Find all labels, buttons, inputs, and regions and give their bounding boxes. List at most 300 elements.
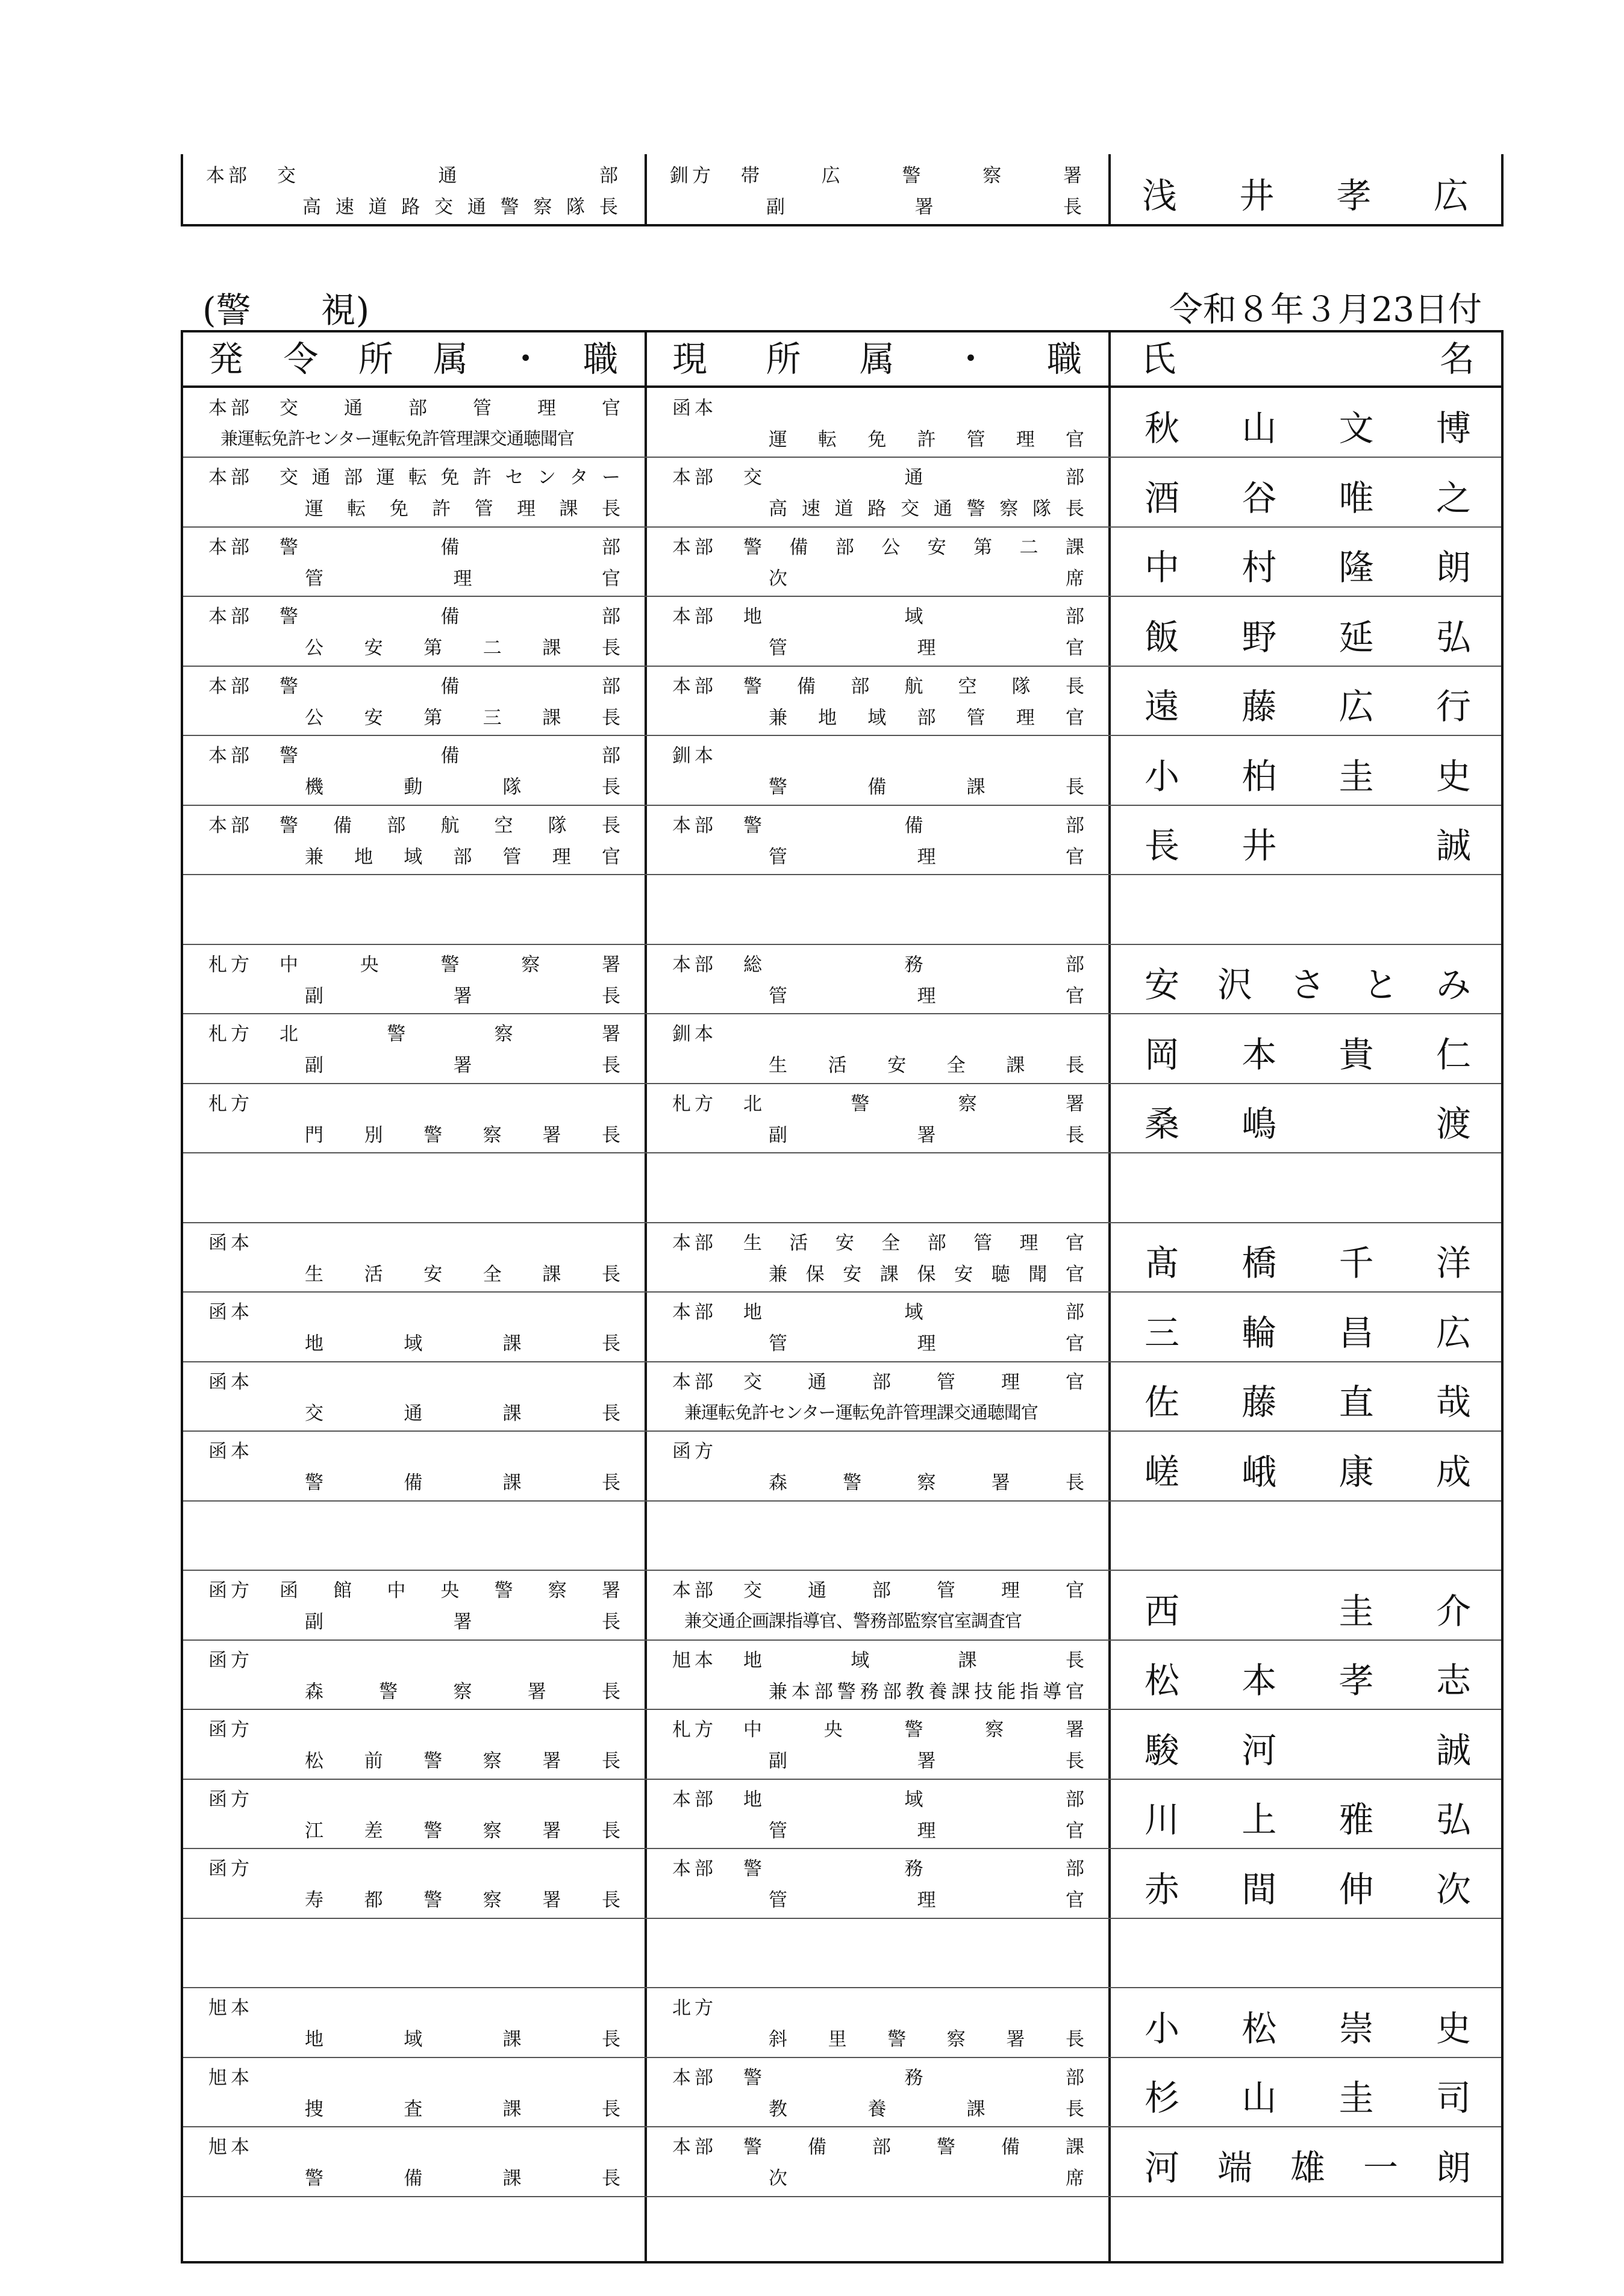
post-line-1 <box>672 1365 1084 1394</box>
post-line-2 <box>672 771 1084 800</box>
post-title: 兼 本 部 警 務 部 教 養 課 技 能 指 導 官 <box>769 1680 1084 1703</box>
office-prefix: 本部 <box>672 1858 717 1880</box>
post-title: 副 署 長 <box>305 1611 620 1633</box>
name-cell <box>1111 527 1501 596</box>
post-line-1 <box>672 1018 1084 1047</box>
post-title: 管 理 官 <box>305 567 620 590</box>
new-post-cell <box>183 1571 645 1639</box>
name-cell <box>1111 1849 1501 1918</box>
name-cell <box>1111 1084 1501 1152</box>
post-title: 警 務 部 <box>743 2067 1084 2089</box>
person-name: 駿 河 誠 <box>1145 1729 1471 1771</box>
post-title: 副 署 長 <box>305 985 620 1007</box>
current-post-cell <box>647 1293 1108 1361</box>
office-prefix: 北方 <box>672 1997 717 2019</box>
table-row <box>183 1432 1501 1502</box>
table-row <box>183 1293 1501 1362</box>
top-current-post <box>645 154 1106 224</box>
post-title: 管 理 官 <box>769 1889 1084 1911</box>
post-title: 警 備 部 <box>743 814 1084 837</box>
post-line-2 <box>672 2092 1084 2121</box>
post-line-1 <box>672 601 1084 629</box>
top-name <box>1108 154 1499 224</box>
post-title: 地 域 課 長 <box>305 2029 620 2050</box>
post-line-1 <box>208 1087 620 1116</box>
person-name: 桑 嶋 渡 <box>1145 1103 1471 1144</box>
post-title: 兼 地 域 部 管 理 官 <box>305 846 620 868</box>
current-post-cell <box>647 1223 1108 1291</box>
post-line-2 <box>208 2023 620 2052</box>
post-title: 生 活 安 全 課 長 <box>769 1055 1084 1076</box>
post-line-1 <box>208 2061 620 2090</box>
header-current-post: 現 所 属 ・ 職 <box>672 338 1082 379</box>
current-post-cell <box>647 458 1108 526</box>
office-prefix: 本部 <box>672 814 717 837</box>
table-row <box>183 458 1501 528</box>
name-cell <box>1111 1571 1501 1639</box>
new-post-cell <box>183 1432 645 1500</box>
post-title: 地 域 部 <box>743 1788 1084 1811</box>
post-title: 江 差 警 察 署 長 <box>305 1820 620 1842</box>
office-prefix: 本部 <box>208 536 253 558</box>
post-title: 兼 保 安 課 保 安 聴 聞 官 <box>769 1263 1084 1285</box>
name-cell <box>1111 1432 1501 1500</box>
name-cell <box>1111 1988 1501 2057</box>
post-line-1 <box>672 461 1084 490</box>
new-post-cell <box>183 1223 645 1291</box>
post-line-2 <box>672 493 1084 522</box>
office-prefix: 本部 <box>208 675 253 697</box>
post-title: 警 備 部 <box>280 745 620 767</box>
post-line-1 <box>672 948 1084 977</box>
post-line-2 <box>672 701 1084 730</box>
person-name: 酒 谷 唯 之 <box>1145 477 1471 519</box>
prefix: 釧方 <box>670 164 714 187</box>
table-row <box>183 944 1501 1014</box>
post-line-1 <box>208 740 620 769</box>
post-line-2 <box>672 979 1084 1008</box>
office-prefix: 本部 <box>208 745 253 767</box>
office-prefix: 釧本 <box>672 745 717 767</box>
name-cell <box>1111 666 1501 735</box>
office-prefix: 函方 <box>208 1719 253 1741</box>
post-line-1 <box>672 392 1084 420</box>
post-line-2 <box>208 1675 620 1704</box>
post-title: 兼運転免許センター運転免許管理課交通聴聞官 <box>220 428 574 449</box>
post-title: 警 備 部 <box>280 675 620 697</box>
new-post-cell <box>183 388 645 457</box>
post-title: 生 活 安 全 課 長 <box>305 1263 620 1285</box>
post-line-2 <box>208 1049 620 1078</box>
new-post-cell <box>183 666 645 735</box>
post-line-2 <box>208 562 620 591</box>
office-prefix: 本部 <box>672 467 717 488</box>
post-line-2 <box>672 2162 1084 2191</box>
post-line-1 <box>672 2061 1084 2090</box>
new-post-cell <box>183 1988 645 2057</box>
person-name: 岡 本 貴 仁 <box>1145 1034 1471 1075</box>
person-name: 松 本 孝 志 <box>1145 1660 1471 1701</box>
effective-date: 令和８年３月23日付 <box>1169 290 1482 329</box>
post-line-1 <box>208 1296 620 1325</box>
post-line-2 <box>208 1606 620 1635</box>
office-prefix: 函方 <box>208 1788 253 1811</box>
table-row <box>183 1849 1501 1919</box>
post-title: 次 席 <box>769 567 1084 590</box>
office-prefix: 札方 <box>208 953 253 976</box>
post-title: 警 備 部 公 安 第 二 課 <box>743 536 1084 558</box>
post-line-2 <box>672 1118 1084 1147</box>
person-name: 浅 井 孝 広 <box>1142 175 1469 216</box>
table-row <box>183 666 1501 736</box>
post-line-2 <box>208 1467 620 1496</box>
table-row <box>183 1571 1501 1641</box>
person-name: 西 圭 介 <box>1145 1590 1471 1632</box>
blank-row <box>183 1918 1501 1988</box>
table-row <box>183 1988 1501 2058</box>
top-new-post <box>181 154 642 224</box>
person-name: 佐 藤 直 哉 <box>1145 1382 1471 1423</box>
post-title: 管 理 官 <box>769 637 1084 659</box>
table-row <box>183 805 1501 875</box>
name-cell <box>1111 1223 1501 1291</box>
post-title: 副 署 長 <box>769 1124 1084 1146</box>
post-title: 生 活 安 全 部 管 理 官 <box>743 1232 1084 1254</box>
post-line-2 <box>672 840 1084 869</box>
table-row <box>183 1084 1501 1153</box>
person-name: 秋 山 文 博 <box>1145 408 1471 449</box>
person-name: 長 井 誠 <box>1145 825 1471 866</box>
current-post-cell <box>647 2057 1108 2126</box>
post-title: 管 理 官 <box>769 1820 1084 1842</box>
name-cell <box>1111 597 1501 666</box>
post-title: 斜 里 警 察 署 長 <box>769 2029 1084 2050</box>
office-prefix: 本部 <box>672 675 717 697</box>
person-name: 遠 藤 広 行 <box>1145 686 1471 727</box>
table-row <box>183 1362 1501 1432</box>
post-title: 機 動 隊 長 <box>305 776 620 798</box>
post-line-1 <box>672 1714 1084 1742</box>
post-title: 副 署 長 <box>769 1750 1084 1772</box>
post-line-2 <box>208 2092 620 2121</box>
post-line-2 <box>672 1675 1084 1704</box>
post-title: 寿 都 警 察 署 長 <box>305 1889 620 1911</box>
post-line-1 <box>208 531 620 560</box>
current-post-cell <box>647 1362 1108 1430</box>
post-line-1 <box>208 1018 620 1047</box>
table-row <box>183 388 1501 458</box>
current-post-cell <box>647 805 1108 874</box>
header-name-left: 氏 <box>1141 338 1176 379</box>
current-post-cell <box>647 597 1108 666</box>
post-line-2 <box>672 1745 1084 1774</box>
post-title: 警 備 課 長 <box>305 1472 620 1494</box>
name-cell <box>1111 805 1501 874</box>
office-prefix: 函本 <box>208 1371 253 1393</box>
post-title: 交 通 部 運 転 免 許 セ ン タ ー <box>280 467 620 488</box>
current-post-cell <box>647 666 1108 735</box>
name-cell <box>1111 1014 1501 1083</box>
person-name: 飯 野 延 弘 <box>1145 616 1471 658</box>
post-title: 中 央 警 察 署 <box>280 953 620 976</box>
person-name: 小 松 崇 史 <box>1145 2007 1471 2049</box>
person-name: 小 柏 圭 史 <box>1145 755 1471 797</box>
name-cell <box>1111 1362 1501 1430</box>
post-line-2 <box>208 1327 620 1356</box>
post-line-2 <box>208 979 620 1008</box>
header-new-post: 発 令 所 属 ・ 職 <box>208 338 618 379</box>
office-prefix: 本部 <box>672 2067 717 2089</box>
post-line-1 <box>208 1644 620 1673</box>
post-line-2 <box>208 423 620 452</box>
post-line-1 <box>208 809 620 838</box>
name-cell <box>1111 1293 1501 1361</box>
new-post-cell <box>183 1362 645 1430</box>
office-prefix: 函本 <box>208 1232 253 1254</box>
table-row <box>183 1640 1501 1710</box>
post-title: 函 館 中 央 警 察 署 <box>280 1580 620 1602</box>
post-line: 交 通 部 <box>277 164 618 187</box>
post-title: 交 通 部 管 理 官 <box>280 397 620 419</box>
post-title: 警 備 部 <box>280 606 620 628</box>
blank-row <box>183 875 1501 945</box>
post-title: 地 域 部 <box>743 1302 1084 1323</box>
current-post-cell <box>647 1640 1108 1709</box>
post-line-2 <box>672 1814 1084 1843</box>
rank-heading: (警 視) <box>202 290 370 331</box>
post-title: 警 備 部 航 空 隊 長 <box>280 814 620 837</box>
post-line-2 <box>672 1327 1084 1356</box>
name-cell <box>1111 1710 1501 1779</box>
post-title: 管 理 官 <box>769 1333 1084 1355</box>
post-line-1 <box>208 1435 620 1464</box>
blank-row <box>183 1153 1501 1223</box>
post-title: 警 備 部 <box>280 536 620 558</box>
office-prefix: 本部 <box>672 536 717 558</box>
post-line-1 <box>208 1226 620 1255</box>
post-line-2 <box>208 493 620 522</box>
post-line-1 <box>672 1853 1084 1882</box>
post-line-1 <box>672 1644 1084 1673</box>
post-title: 公 安 第 二 課 長 <box>305 637 620 659</box>
post-line-1 <box>672 809 1084 838</box>
post-line-2 <box>208 701 620 730</box>
post-line-1 <box>208 1365 620 1394</box>
post-title: 地 域 課 長 <box>743 1649 1084 1671</box>
post-title: 警 備 部 航 空 隊 長 <box>743 675 1084 697</box>
post-title: 門 別 警 察 署 長 <box>305 1124 620 1146</box>
post-title: 兼運転免許センター運転免許管理課交通聴聞官 <box>684 1402 1038 1423</box>
post-line-2 <box>208 1814 620 1843</box>
post-line-1 <box>672 1435 1084 1464</box>
post-title: 教 養 課 長 <box>769 2098 1084 2120</box>
post-line-2 <box>672 2023 1084 2052</box>
post-title: 松 前 警 察 署 長 <box>305 1750 620 1772</box>
post-line-2 <box>672 1397 1084 1426</box>
post-line-2 <box>208 1118 620 1147</box>
post-title: 次 席 <box>769 2168 1084 2189</box>
new-post-cell <box>183 597 645 666</box>
prefix: 本部 <box>206 164 251 187</box>
post-title: 管 理 官 <box>769 985 1084 1007</box>
post-title: 総 務 部 <box>743 953 1084 976</box>
person-name: 赤 間 伸 次 <box>1145 1868 1471 1910</box>
post-title: 警 備 課 長 <box>769 776 1084 798</box>
office-prefix: 札方 <box>672 1093 717 1115</box>
new-post-cell <box>183 1640 645 1709</box>
post-line: 高 速 道 路 交 通 警 察 隊 長 <box>302 196 618 218</box>
post-line-1 <box>208 670 620 699</box>
post-title: 北 警 察 署 <box>743 1093 1084 1115</box>
post-title: 捜 査 課 長 <box>305 2098 620 2120</box>
post-title: 北 警 察 署 <box>280 1023 620 1045</box>
post-line-1 <box>208 1574 620 1603</box>
new-post-cell <box>183 1293 645 1361</box>
office-prefix: 釧本 <box>672 1023 717 1045</box>
post-line: 帯 広 警 察 署 <box>741 164 1082 187</box>
post-title: 森 警 察 署 長 <box>305 1680 620 1703</box>
new-post-cell <box>183 1779 645 1848</box>
post-title: 警 備 部 警 備 課 <box>743 2136 1084 2158</box>
post-title: 公 安 第 三 課 長 <box>305 707 620 729</box>
name-cell <box>1111 1779 1501 1848</box>
new-post-cell <box>183 2127 645 2196</box>
personnel-table <box>181 330 1504 2263</box>
post-title: 交 通 課 長 <box>305 1402 620 1424</box>
person-name: 安 沢 さ と み <box>1145 964 1471 1005</box>
post-line-2 <box>672 1467 1084 1496</box>
name-cell <box>1111 458 1501 526</box>
name-cell <box>1111 2057 1501 2126</box>
office-prefix: 本部 <box>672 1302 717 1323</box>
post-line-2 <box>672 423 1084 452</box>
post-line-2 <box>208 632 620 661</box>
current-post-cell <box>647 527 1108 596</box>
office-prefix: 本部 <box>672 606 717 628</box>
new-post-cell <box>183 1084 645 1152</box>
office-prefix: 札方 <box>208 1023 253 1045</box>
person-name: 河 端 雄 一 朗 <box>1145 2147 1471 2188</box>
current-post-cell <box>647 1571 1108 1639</box>
post-line-1 <box>208 1853 620 1882</box>
post-line-1 <box>672 1226 1084 1255</box>
person-name: 川 上 雅 弘 <box>1145 1799 1471 1840</box>
post-line-2 <box>208 1884 620 1913</box>
post-line-2 <box>208 1745 620 1774</box>
post-line-1 <box>208 2131 620 2160</box>
post-line-2 <box>208 1258 620 1287</box>
person-name: 三 輪 昌 広 <box>1145 1312 1471 1353</box>
post-line-1 <box>208 1714 620 1742</box>
new-post-cell <box>183 1014 645 1083</box>
table-row <box>183 1710 1501 1780</box>
current-post-cell <box>647 944 1108 1013</box>
office-prefix: 本部 <box>672 1788 717 1811</box>
post-title: 運 転 免 許 管 理 官 <box>769 428 1084 451</box>
table-header <box>183 332 1501 388</box>
table-row <box>183 1223 1501 1293</box>
office-prefix: 函方 <box>672 1441 717 1462</box>
new-post-cell <box>183 1849 645 1918</box>
post-title: 交 通 部 管 理 官 <box>743 1371 1084 1393</box>
table-row <box>183 2127 1501 2197</box>
person-name: 髙 橋 千 洋 <box>1145 1243 1471 1284</box>
current-post-cell <box>647 1014 1108 1083</box>
new-post-cell <box>183 1710 645 1779</box>
post-line-1 <box>208 392 620 420</box>
post-line-1 <box>208 601 620 629</box>
office-prefix: 本部 <box>672 1232 717 1254</box>
current-post-cell <box>647 2127 1108 2196</box>
office-prefix: 札方 <box>208 1093 253 1115</box>
table-body <box>183 388 1501 2261</box>
post-title: 高 速 道 路 交 通 警 察 隊 長 <box>769 498 1084 520</box>
new-post-cell <box>183 527 645 596</box>
current-post-cell <box>647 1849 1108 1918</box>
table-row <box>183 597 1501 667</box>
office-prefix: 函本 <box>208 1302 253 1323</box>
new-post-cell <box>183 458 645 526</box>
new-post-cell <box>183 736 645 805</box>
blank-row <box>183 1501 1501 1571</box>
name-cell <box>1111 2127 1501 2196</box>
person-name: 杉 山 圭 司 <box>1145 2077 1471 2118</box>
post-line-2 <box>208 2162 620 2191</box>
new-post-cell <box>183 944 645 1013</box>
new-post-cell <box>183 2057 645 2126</box>
post-line-1 <box>672 1087 1084 1116</box>
table-row <box>183 2057 1501 2127</box>
previous-table-continuation <box>181 154 1504 226</box>
table-border <box>1501 154 1504 224</box>
post-title: 森 警 察 署 長 <box>769 1472 1084 1494</box>
table-row <box>183 736 1501 806</box>
office-prefix: 本部 <box>672 1580 717 1602</box>
office-prefix: 旭本 <box>208 2136 253 2158</box>
post-line: 副 署 長 <box>766 196 1082 218</box>
office-prefix: 本部 <box>672 2136 717 2158</box>
current-post-cell <box>647 1988 1108 2057</box>
post-line-1 <box>672 1783 1084 1812</box>
post-line-1 <box>672 1574 1084 1603</box>
office-prefix: 函方 <box>208 1858 253 1880</box>
post-line-1 <box>672 740 1084 769</box>
post-title: 交 通 部 管 理 官 <box>743 1580 1084 1602</box>
post-title: 兼 地 域 部 管 理 官 <box>769 707 1084 729</box>
name-cell <box>1111 388 1501 457</box>
post-line-1 <box>672 670 1084 699</box>
post-line-2 <box>208 840 620 869</box>
current-post-cell <box>647 736 1108 805</box>
post-title: 地 域 部 <box>743 606 1084 628</box>
blank-row <box>183 2197 1501 2265</box>
post-line-2 <box>672 562 1084 591</box>
name-cell <box>1111 1640 1501 1709</box>
table-row <box>183 527 1501 597</box>
office-prefix: 本部 <box>208 606 253 628</box>
new-post-cell <box>183 805 645 874</box>
post-line-1 <box>672 2131 1084 2160</box>
current-post-cell <box>647 1710 1108 1779</box>
post-title: 警 務 部 <box>743 1858 1084 1880</box>
office-prefix: 旭本 <box>208 1997 253 2019</box>
post-title: 運 転 免 許 管 理 課 長 <box>305 498 620 520</box>
post-line-1 <box>672 531 1084 560</box>
post-line-2 <box>672 632 1084 661</box>
post-line-1 <box>208 461 620 490</box>
post-line-1 <box>208 1783 620 1812</box>
current-post-cell <box>647 1432 1108 1500</box>
